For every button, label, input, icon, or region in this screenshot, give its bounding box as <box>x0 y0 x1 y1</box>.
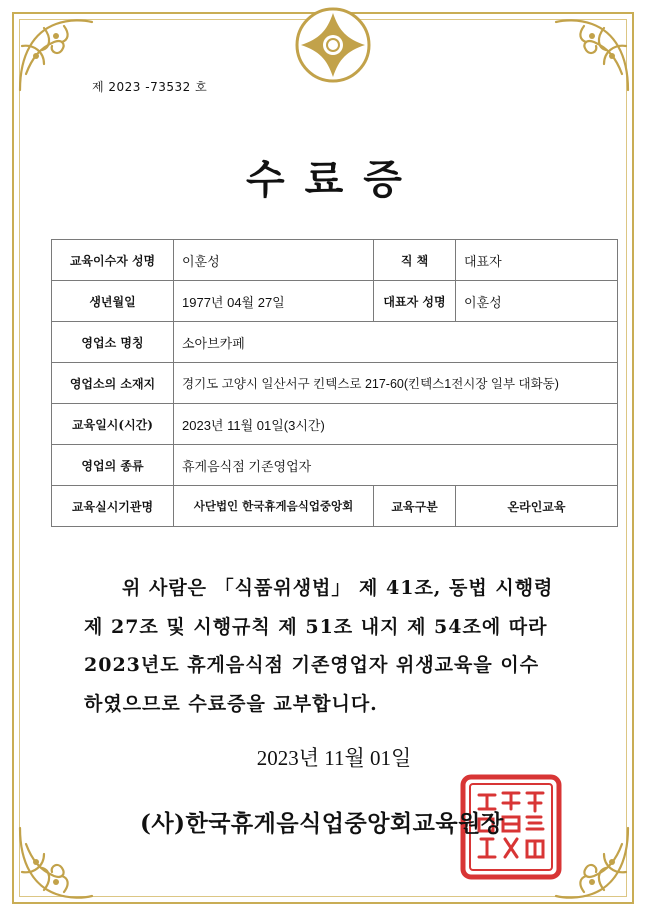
corner-ornament-icon <box>552 14 634 96</box>
statement-line: 제 27조 및 시행규칙 제 51조 내지 제 54조에 따라 <box>84 615 548 638</box>
table-row <box>52 322 618 363</box>
info-table <box>51 239 618 527</box>
corner-ornament-icon <box>552 822 634 904</box>
table-label: 영업소 명칭 <box>52 322 174 363</box>
statement-line: 위 사람은 「식품위생법」 제 41조, 동법 시행령 <box>122 577 554 599</box>
table-row <box>52 486 618 527</box>
training-institution: 사단법인 한국휴게음식업중앙회 <box>174 486 374 527</box>
birth-date: 1977년 04월 27일 <box>174 281 374 322</box>
corner-ornament-icon <box>14 822 96 904</box>
table-label: 직 책 <box>374 240 456 281</box>
emblem-icon <box>292 4 374 86</box>
table-label: 교육이수자 성명 <box>52 240 174 281</box>
business-name: 소아브카페 <box>174 322 618 363</box>
table-label: 영업의 종류 <box>52 445 174 486</box>
issuer-name: (사)한국휴게음식업중앙회교육원장 <box>140 810 504 837</box>
position: 대표자 <box>456 240 618 281</box>
table-label: 생년월일 <box>52 281 174 322</box>
certificate-statement <box>84 569 594 723</box>
statement-line: 하였으므로 수료증을 교부합니다. <box>84 692 378 715</box>
table-row <box>52 281 618 322</box>
training-date: 2023년 11월 01일(3시간) <box>174 404 618 445</box>
trainee-name: 이훈성 <box>174 240 374 281</box>
representative-name: 이훈성 <box>456 281 618 322</box>
table-label: 교육구분 <box>374 486 456 527</box>
table-label: 교육일시(시간) <box>52 404 174 445</box>
table-label: 영업소의 소재지 <box>52 363 174 404</box>
table-row <box>52 240 618 281</box>
corner-ornament-icon <box>14 14 96 96</box>
table-label: 대표자 성명 <box>374 281 456 322</box>
training-type: 온라인교육 <box>456 486 618 527</box>
table-label: 교육실시기관명 <box>52 486 174 527</box>
table-row <box>52 445 618 486</box>
table-row <box>52 404 618 445</box>
certificate-number: 제 2023 -73532 호 <box>92 80 208 94</box>
page-title: 수료증 <box>246 157 422 203</box>
table-row <box>52 363 618 404</box>
statement-line: 2023년도 휴게음식점 기존영업자 위생교육을 이수 <box>84 654 540 676</box>
business-address: 경기도 고양시 일산서구 킨텍스로 217-60(킨텍스1전시장 일부 대화동) <box>174 363 618 404</box>
issue-date: 2023년 11월 01일 <box>256 746 412 770</box>
business-type: 휴게음식점 기존영업자 <box>174 445 618 486</box>
